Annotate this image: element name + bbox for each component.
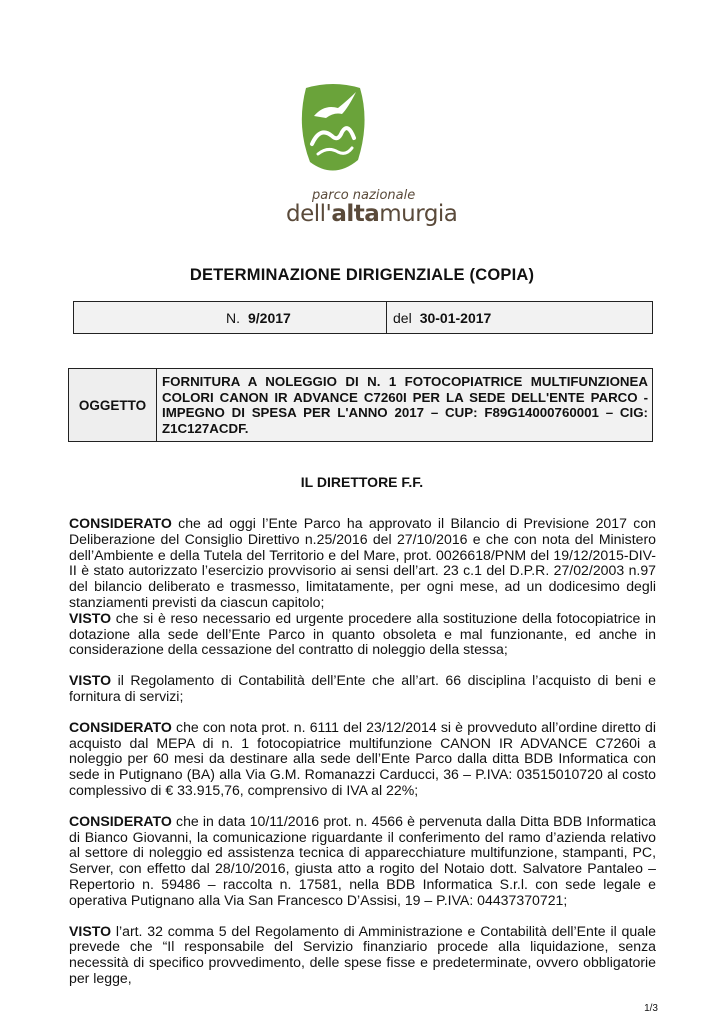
paragraph-keyword: VISTO [69, 672, 112, 689]
paragraph-keyword: CONSIDERATO [69, 812, 172, 829]
paragraph-text: il Regolamento di Contabilità dell’Ente che all’art. 66 disciplina l’acquisto di beni e fornitura di servizi; [69, 672, 656, 704]
date-value: 30-01-2017 [419, 309, 492, 326]
paragraph [69, 924, 656, 987]
swallow-over-hills-logo-icon [298, 82, 368, 178]
logo-text-alta: alta [331, 201, 380, 227]
document-body [69, 516, 656, 987]
logo-text-suffix: murgia [379, 201, 458, 227]
paragraph-keyword: CONSIDERATO [69, 515, 172, 531]
paragraph-text: l’art. 32 comma 5 del Regolamento di Amministrazione e Contabilità dell’Ente il quale prevede che “Il responsabile del Servizio finanziario procede alla liquidazione, senza necessità di specifico provvedimento, delle spese fisse e predeterminate, ovvero obbligatorie per legge, [69, 922, 656, 986]
paragraph-keyword: VISTO [69, 922, 112, 939]
paragraph [69, 611, 656, 658]
paragraph [69, 720, 656, 799]
paragraph-text: che si è reso necessario ed urgente procedere alla sostituzione della fotocopiatrice in dotazione alla sede dell’Ente Parco in quanto obsoleta e mal funzionante, ed anche in considerazione della cessazione del contratto di noleggio della stessa; [69, 609, 656, 658]
number-cell [74, 302, 387, 333]
director-heading: IL DIRETTORE F.F. [300, 474, 424, 490]
paragraph-text: che in data 10/11/2016 prot. n. 4566 è pervenuta dalla Ditta BDB Informatica di Bianco Giovanni, la comunicazione riguardante il conferimento del ramo d’azienda relativo al settore di noleggio ed assistenza tecnica di apparecchiature multifunzione, stampanti, PC, Server, con effetto dal 28/10/2016, giusta atto a rogito del Notaio dott. Salvatore Pantaleo – Repertorio n. 59486 – raccolta n. 17581, nella BDB Informatica S.r.l. con sede legale e operativa Putignano alla Via San Francesco D’Assisi, 19 – P.IVA: 04437370721; [69, 812, 656, 908]
logo-text-prefix: dell' [286, 201, 332, 227]
determination-number-box [73, 301, 653, 334]
park-logo [282, 82, 458, 232]
subject-text: FORNITURA A NOLEGGIO DI N. 1 FOTOCOPIATRICE MULTIFUNZIONEA COLORI CANON IR ADVANCE C7260I PER LA SEDE DELL'ENTE PARCO - IMPEGNO DI SPESA PER L'ANNO 2017 – CUP: F89G14000760001 – CIG: Z1C127ACDF. [162, 374, 648, 437]
subject-label: OGGETTO [69, 369, 157, 441]
paragraph-keyword: VISTO [69, 609, 112, 626]
page-number: 1/3 [644, 1003, 658, 1014]
subject-box [68, 368, 653, 442]
number-value: 9/2017 [248, 309, 291, 326]
paragraph-text: che ad oggi l’Ente Parco ha approvato il Bilancio di Previsione 2017 con Deliberazione del Consiglio Direttivo n.25/2016 del 27/10/2016 e che con nota del Ministero dell’Ambiente e della Tutela del Territorio e del Mare, prot. 0026618/PNM del 19/12/2015-DIV-II è stato autorizzato l’esercizio provvisorio ai sensi dell’art. 23 c.1 del D.P.R. 27/02/2003 n.97 del bilancio deliberato e trasmesso, limitatamente, per ogni mese, ad un dodicesimo degli stanziamenti previsti da ciascun capitolo; [69, 515, 656, 610]
logo-text-parco-nazionale: parco nazionale [312, 188, 416, 203]
paragraph [69, 516, 656, 611]
paragraph [69, 673, 656, 705]
paragraph [69, 814, 656, 909]
paragraph-keyword: CONSIDERATO [69, 718, 172, 735]
number-label: N. [226, 309, 240, 326]
number-inner [226, 310, 386, 326]
document-title: DETERMINAZIONE DIRIGENZIALE (COPIA) [189, 266, 535, 284]
date-cell [387, 302, 652, 333]
logo-text-alta-murgia [286, 201, 457, 227]
paragraph-text: che con nota prot. n. 6111 del 23/12/2014 si è provveduto all’ordine diretto di acquisto dal MEPA di n. 1 fotocopiatrice multifunzione CANON IR ADVANCE C7260i a noleggio per 60 mesi da destinare alla sede dell’Ente Parco dalla ditta BDB Informatica con sede in Putignano (BA) alla Via G.M. Romanazzi Carducci, 36 – P.IVA: 03515010720 al costo complessivo di € 33.915,76, comprensivo di IVA al 22%; [69, 718, 656, 798]
date-label: del [393, 309, 412, 326]
